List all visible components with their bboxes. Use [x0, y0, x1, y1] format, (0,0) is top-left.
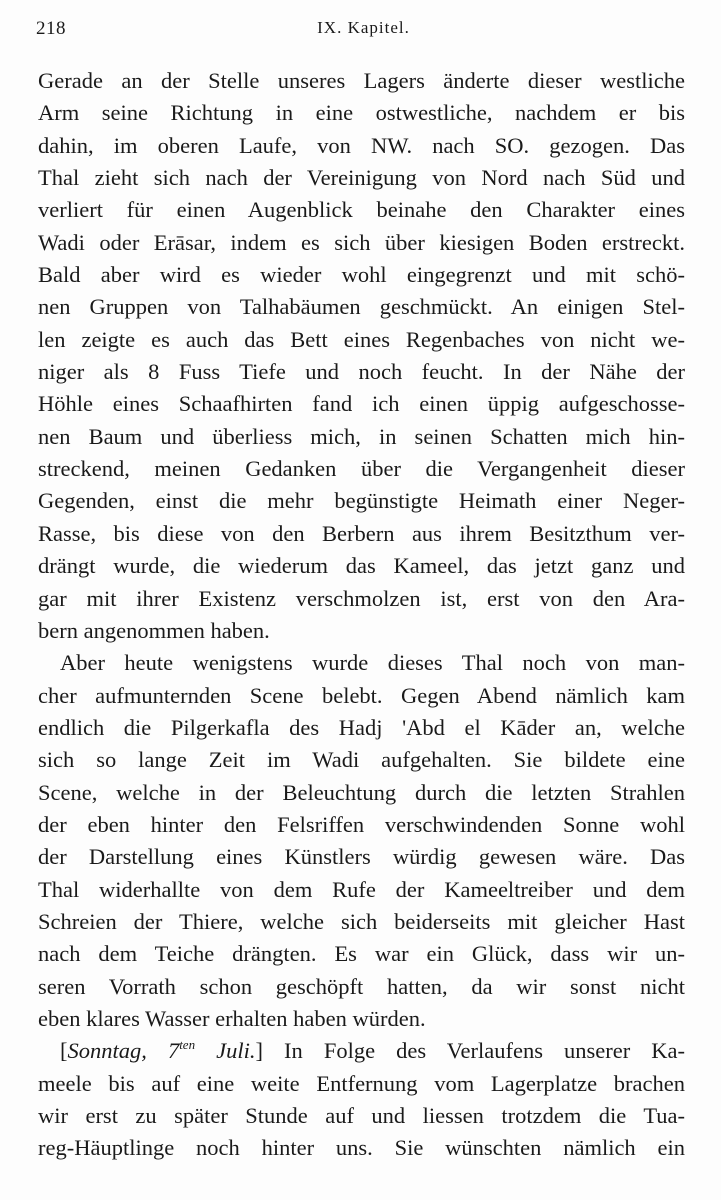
text-line: Arm seine Richtung in eine ostwestliche, nachdem er bis — [38, 100, 685, 126]
text-line: Aber heute wenigstens wurde dieses Thal noch von man- — [60, 650, 685, 676]
text-line: streckend, meinen Gedanken über die Vergangenheit dieser — [38, 456, 685, 482]
text-line: Gegenden, einst die mehr begünstigte Heimath einer Neger- — [38, 488, 685, 514]
text-line: sich so lange Zeit im Wadi aufgehalten. Sie bildete eine — [38, 747, 685, 773]
running-head — [36, 18, 691, 48]
text-line: nen Gruppen von Talhabäumen geschmückt. An einigen Stel- — [38, 294, 685, 320]
page-number: 218 — [36, 18, 66, 39]
text-line: cher aufmunternden Scene belebt. Gegen Abend nämlich kam — [38, 682, 685, 708]
date-line — [38, 1035, 685, 1067]
text-line: Schreien der Thiere, welche sich beiderseits mit gleicher Hast — [38, 908, 685, 934]
text-line: gar mit ihrer Existenz verschmolzen ist, erst von den Ara- — [38, 585, 685, 611]
text-line: Rasse, bis diese von den Berbern aus ihrem Besitzthum ver- — [38, 520, 685, 546]
text-line: verliert für einen Augenblick beinahe den Charakter eines — [38, 197, 685, 223]
text-line: der Darstellung eines Künstlers würdig gewesen wäre. Das — [38, 844, 685, 870]
open-bracket: [ — [60, 1038, 68, 1064]
chapter-title: IX. Kapitel. — [317, 18, 410, 37]
text-line: eben klares Wasser erhalten haben würden. — [38, 1005, 426, 1031]
date-line-text: In Folge des Verlaufens unserer Ka- — [284, 1038, 686, 1064]
text-line: Bald aber wird es wieder wohl eingegrenzt und mit schö- — [38, 262, 685, 288]
text-line: nen Baum und überliess mich, in seinen Schatten mich hin- — [38, 423, 685, 449]
text-line: Wadi oder Erāsar, indem es sich über kiesigen Boden erstreckt. — [38, 229, 685, 255]
text-line: nach dem Teiche drängten. Es war ein Glück, dass wir un- — [38, 941, 685, 967]
text-line: Scene, welche in der Beleuchtung durch die letzten Strahlen — [38, 779, 685, 805]
text-line: Gerade an der Stelle unseres Lagers änderte dieser westliche — [38, 68, 685, 93]
text-line: meele bis auf eine weite Entfernung vom Lagerplatze brachen — [38, 1070, 685, 1096]
day-name: Sonntag, — [67, 1038, 147, 1064]
text-line: reg-Häuptlinge noch hinter uns. Sie wünschten nämlich ein — [38, 1135, 685, 1161]
text-line: drängt wurde, die wiederum das Kameel, das jetzt ganz und — [38, 553, 685, 579]
text-line: bern angenommen haben. — [38, 617, 270, 643]
text-line: seren Vorrath schon geschöpft hatten, da wir sonst nicht — [38, 973, 685, 999]
month-name: Juli. — [216, 1038, 256, 1064]
body-text — [38, 65, 685, 1165]
ordinal-suffix: ten — [179, 1037, 196, 1053]
text-line: dahin, im oberen Laufe, von NW. nach SO. gezogen. Das — [38, 132, 685, 158]
close-bracket: ] — [255, 1038, 263, 1064]
text-line: endlich die Pilgerkafla des Hadj 'Abd el Kāder an, welche — [38, 714, 685, 740]
text-line: der eben hinter den Felsriffen verschwindenden Sonne wohl — [38, 811, 685, 837]
text-line: niger als 8 Fuss Tiefe und noch feucht. In der Nähe der — [38, 359, 685, 385]
text-line: Thal zieht sich nach der Vereinigung von Nord nach Süd und — [38, 165, 685, 191]
day-number: 7 — [167, 1038, 180, 1064]
text-line: len zeigte es auch das Bett eines Regenbaches von nicht we- — [38, 326, 685, 352]
text-line: Thal widerhallte von dem Rufe der Kameeltreiber und dem — [38, 876, 685, 902]
text-line: Höhle eines Schaafhirten fand ich einen üppig aufgeschosse- — [38, 391, 685, 417]
text-line: wir erst zu später Stunde auf und liessen trotzdem die Tua- — [38, 1103, 685, 1128]
